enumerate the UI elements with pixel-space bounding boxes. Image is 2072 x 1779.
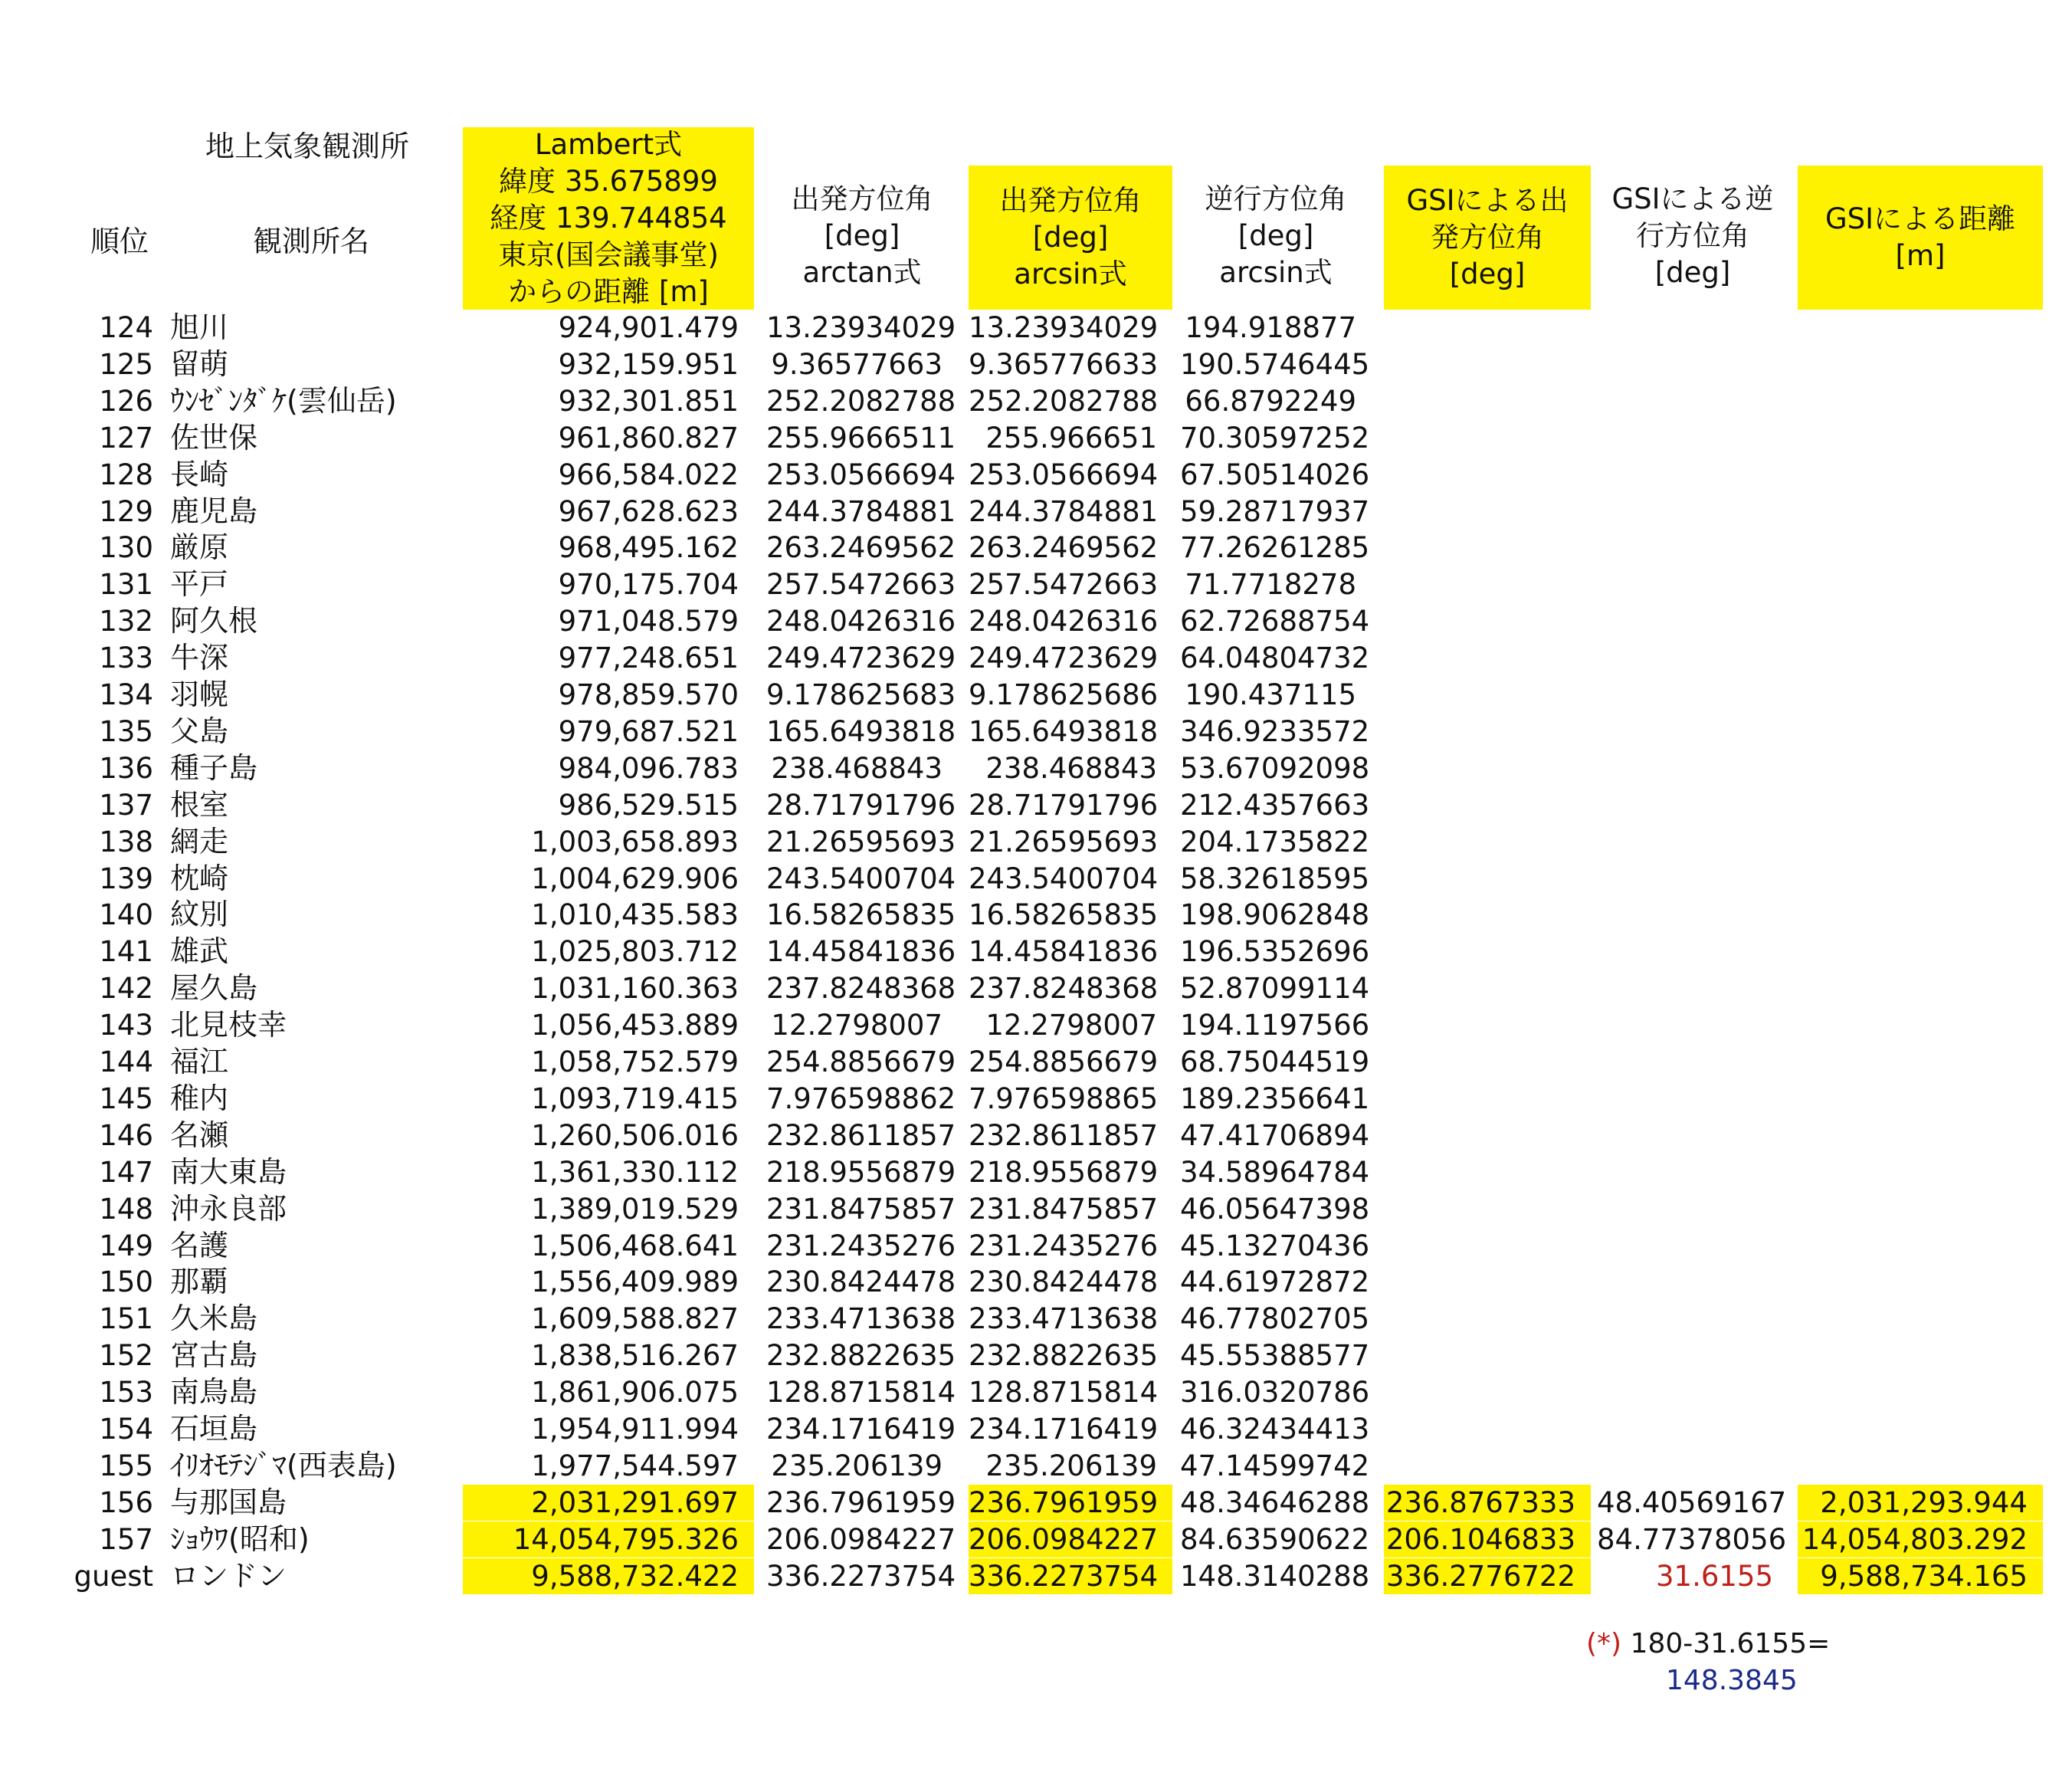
gsi-dist-header-line2: [m] bbox=[1895, 239, 1946, 272]
station-name-cell: 旭川 bbox=[170, 310, 229, 344]
rank-cell: 137 bbox=[99, 788, 153, 822]
azimuth-arcsin-cell: 21.26595693 bbox=[969, 825, 1159, 858]
lambert-distance-cell: 932,159.951 bbox=[558, 347, 739, 381]
reverse-azimuth-cell: 71.7718278 bbox=[1185, 568, 1356, 602]
azimuth-arcsin-cell: 9.365776633 bbox=[969, 347, 1159, 381]
rank-cell: 130 bbox=[99, 531, 153, 565]
azimuth-arctan-cell: 9.36577663 bbox=[771, 347, 943, 381]
lambert-distance-cell: 924,901.479 bbox=[558, 311, 739, 344]
station-name-cell: 宮古島 bbox=[170, 1338, 258, 1373]
rank-cell: guest bbox=[74, 1559, 153, 1593]
lambert-distance-cell: 966,584.022 bbox=[558, 458, 739, 491]
gsi-az-header-line2: 発方位角 bbox=[1431, 221, 1544, 254]
azimuth-arcsin-cell: 14.45841836 bbox=[969, 935, 1159, 969]
azimuth-arctan-cell: 237.8248368 bbox=[766, 972, 956, 1006]
azimuth-arcsin-cell: 243.5400704 bbox=[969, 862, 1159, 895]
rank-cell: 148 bbox=[99, 1192, 153, 1226]
gsi-azimuth-cell: 336.2776722 bbox=[1384, 1558, 1591, 1594]
reverse-azimuth-cell: 198.9062848 bbox=[1180, 898, 1370, 932]
lambert-distance-cell: 9,588,732.422 bbox=[463, 1558, 754, 1594]
reverse-azimuth-cell: 46.05647398 bbox=[1180, 1192, 1370, 1226]
lambert-distance-cell: 970,175.704 bbox=[558, 568, 739, 602]
lambert-header-line2: 緯度 35.675899 bbox=[499, 165, 718, 198]
azimuth-arcsin-header bbox=[969, 166, 1172, 310]
station-name-cell: 鹿児島 bbox=[170, 494, 258, 528]
azimuth-arcsin-cell: 206.0984227 bbox=[969, 1521, 1172, 1557]
rank-cell: 131 bbox=[99, 568, 153, 602]
station-name-cell: 根室 bbox=[170, 787, 229, 822]
rank-cell: 134 bbox=[99, 678, 153, 711]
azimuth-arctan-cell: 254.8856679 bbox=[766, 1045, 956, 1078]
rank-cell: 126 bbox=[99, 384, 153, 418]
azimuth-arctan-cell: 255.9666511 bbox=[766, 421, 956, 455]
station-name-cell: 北見枝幸 bbox=[170, 1008, 287, 1042]
gsi-rev-header-line1: GSIによる逆 bbox=[1611, 182, 1774, 215]
gsi-reverse-azimuth-cell: 48.40569167 bbox=[1597, 1485, 1787, 1519]
lambert-distance-cell: 977,248.651 bbox=[558, 642, 739, 675]
rank-cell: 154 bbox=[99, 1413, 153, 1446]
reverse-header-line1: 逆行方位角 bbox=[1205, 182, 1347, 215]
lambert-distance-cell: 1,977,544.597 bbox=[531, 1449, 739, 1482]
lambert-distance-cell: 1,954,911.994 bbox=[531, 1413, 739, 1446]
lambert-distance-cell: 967,628.623 bbox=[558, 494, 739, 528]
station-name-cell: 雄武 bbox=[170, 934, 229, 969]
azimuth-arcsin-cell: 231.8475857 bbox=[969, 1192, 1159, 1226]
gsi-reverse-azimuth-cell: 31.6155 bbox=[1655, 1559, 1773, 1593]
station-name-cell: 牛深 bbox=[170, 641, 229, 675]
azimuth-arctan-cell: 243.5400704 bbox=[766, 862, 956, 895]
arctan-header-line3: arctan式 bbox=[802, 256, 922, 289]
station-name-cell: 名護 bbox=[170, 1228, 229, 1262]
reverse-azimuth-cell: 212.4357663 bbox=[1180, 788, 1370, 822]
azimuth-arctan-cell: 9.178625683 bbox=[766, 678, 956, 711]
reverse-azimuth-cell: 66.8792249 bbox=[1185, 384, 1356, 418]
azimuth-arctan-cell: 238.468843 bbox=[771, 751, 943, 785]
azimuth-arcsin-cell: 12.2798007 bbox=[985, 1009, 1157, 1042]
reverse-azimuth-cell: 64.04804732 bbox=[1180, 642, 1370, 675]
rank-cell: 152 bbox=[99, 1339, 153, 1373]
rank-cell: 129 bbox=[99, 494, 153, 528]
gsi-azimuth-header bbox=[1384, 166, 1591, 310]
azimuth-arcsin-cell: 234.1716419 bbox=[969, 1413, 1159, 1446]
reverse-azimuth-cell: 48.34646288 bbox=[1180, 1485, 1370, 1519]
reverse-azimuth-header bbox=[1180, 178, 1372, 294]
station-name-cell: 留萌 bbox=[170, 346, 229, 381]
azimuth-arcsin-cell: 336.2273754 bbox=[969, 1558, 1172, 1594]
station-name-cell: 福江 bbox=[170, 1045, 229, 1078]
reverse-azimuth-cell: 53.67092098 bbox=[1180, 751, 1370, 785]
rank-cell: 144 bbox=[99, 1045, 153, 1078]
azimuth-arctan-cell: 16.58265835 bbox=[766, 898, 956, 932]
reverse-azimuth-cell: 52.87099114 bbox=[1180, 972, 1370, 1006]
station-name-cell: 網走 bbox=[170, 824, 229, 858]
gsi-distance-cell: 2,031,293.944 bbox=[1798, 1485, 2043, 1521]
azimuth-arcsin-cell: 9.178625686 bbox=[969, 678, 1159, 711]
azimuth-arcsin-cell: 218.9556879 bbox=[969, 1155, 1159, 1189]
azimuth-arctan-cell: 234.1716419 bbox=[766, 1413, 956, 1446]
azimuth-arctan-cell: 336.2273754 bbox=[766, 1559, 956, 1593]
rank-cell: 128 bbox=[99, 458, 153, 491]
azimuth-arctan-cell: 257.5472663 bbox=[766, 568, 956, 602]
azimuth-arctan-cell: 233.4713638 bbox=[766, 1302, 956, 1336]
gsi-distance-header bbox=[1798, 166, 2043, 310]
station-name-cell: 沖永良部 bbox=[170, 1191, 287, 1226]
station-name-cell: 紋別 bbox=[170, 898, 229, 932]
rank-cell: 127 bbox=[99, 421, 153, 455]
reverse-azimuth-cell: 190.437115 bbox=[1185, 678, 1356, 711]
station-name-cell: 石垣島 bbox=[170, 1412, 258, 1446]
station-name-cell: 種子島 bbox=[170, 750, 258, 785]
station-name-cell: 阿久根 bbox=[170, 604, 258, 638]
station-name-cell: 羽幌 bbox=[170, 678, 229, 711]
lambert-distance-cell: 1,056,453.889 bbox=[531, 1009, 739, 1042]
station-name-cell: 佐世保 bbox=[170, 420, 258, 455]
station-name-cell: ｼｮｳﾜ(昭和) bbox=[170, 1521, 310, 1556]
rank-header: 順位 bbox=[90, 225, 149, 258]
rank-cell: 141 bbox=[99, 935, 153, 969]
rank-cell: 146 bbox=[99, 1118, 153, 1152]
azimuth-arctan-cell: 165.6493818 bbox=[766, 714, 956, 748]
azimuth-arcsin-cell: 238.468843 bbox=[985, 751, 1157, 785]
reverse-azimuth-cell: 70.30597252 bbox=[1180, 421, 1370, 455]
lambert-distance-cell: 1,010,435.583 bbox=[531, 898, 739, 932]
reverse-azimuth-cell: 196.5352696 bbox=[1180, 935, 1370, 969]
azimuth-arcsin-cell: 233.4713638 bbox=[969, 1302, 1159, 1336]
azimuth-arctan-cell: 248.0426316 bbox=[766, 605, 956, 638]
station-name-cell: 南大東島 bbox=[170, 1154, 287, 1189]
gsi-rev-header-line2: 行方位角 bbox=[1636, 219, 1749, 252]
lambert-distance-cell: 968,495.162 bbox=[558, 531, 739, 565]
azimuth-arcsin-cell: 165.6493818 bbox=[969, 714, 1159, 748]
azimuth-arctan-cell: 253.0566694 bbox=[766, 458, 956, 491]
azimuth-arctan-cell: 230.8424478 bbox=[766, 1265, 956, 1299]
azimuth-arcsin-cell: 255.966651 bbox=[985, 421, 1157, 455]
reverse-azimuth-cell: 47.14599742 bbox=[1180, 1449, 1370, 1482]
azimuth-arcsin-cell: 13.23934029 bbox=[969, 311, 1159, 344]
azimuth-arcsin-cell: 244.3784881 bbox=[969, 494, 1159, 528]
rank-cell: 157 bbox=[99, 1522, 153, 1556]
arcsin-header-line1: 出発方位角 bbox=[999, 184, 1142, 217]
station-header: 観測所名 bbox=[253, 225, 370, 258]
azimuth-arctan-cell: 7.976598862 bbox=[766, 1082, 956, 1115]
station-name-cell: 長崎 bbox=[170, 457, 229, 491]
station-name-cell: 平戸 bbox=[170, 567, 229, 602]
lambert-distance-cell: 978,859.570 bbox=[558, 678, 739, 711]
azimuth-arcsin-cell: 257.5472663 bbox=[969, 568, 1159, 602]
reverse-azimuth-cell: 194.918877 bbox=[1185, 311, 1356, 344]
azimuth-arcsin-cell: 249.4723629 bbox=[969, 642, 1159, 675]
station-name-cell: 枕崎 bbox=[170, 861, 229, 895]
azimuth-arctan-cell: 13.23934029 bbox=[766, 311, 956, 344]
lambert-distance-cell: 1,058,752.579 bbox=[531, 1045, 739, 1078]
rank-cell: 150 bbox=[99, 1265, 153, 1299]
azimuth-arctan-cell: 14.45841836 bbox=[766, 935, 956, 969]
lambert-distance-cell: 979,687.521 bbox=[558, 714, 739, 748]
azimuth-arctan-cell: 206.0984227 bbox=[766, 1522, 956, 1556]
azimuth-arctan-cell: 263.2469562 bbox=[766, 531, 956, 565]
azimuth-arctan-cell: 12.2798007 bbox=[771, 1009, 943, 1042]
reverse-azimuth-cell: 45.55388577 bbox=[1180, 1339, 1370, 1373]
azimuth-arctan-cell: 218.9556879 bbox=[766, 1155, 956, 1189]
azimuth-arcsin-cell: 236.7961959 bbox=[969, 1485, 1172, 1521]
group-title: 地上気象観測所 bbox=[205, 130, 410, 163]
reverse-azimuth-cell: 34.58964784 bbox=[1180, 1155, 1370, 1189]
station-name-cell: 久米島 bbox=[170, 1301, 258, 1336]
azimuth-arctan-cell: 231.2435276 bbox=[766, 1229, 956, 1262]
azimuth-arctan-cell: 28.71791796 bbox=[766, 788, 956, 822]
reverse-azimuth-cell: 148.3140288 bbox=[1180, 1559, 1370, 1593]
lambert-distance-cell: 1,025,803.712 bbox=[531, 935, 739, 969]
lambert-distance-cell: 1,861,906.075 bbox=[531, 1376, 739, 1410]
azimuth-arcsin-cell: 230.8424478 bbox=[969, 1265, 1159, 1299]
reverse-azimuth-cell: 59.28717937 bbox=[1180, 494, 1370, 528]
station-name-cell: 屋久島 bbox=[170, 971, 258, 1006]
azimuth-arctan-cell: 128.8715814 bbox=[766, 1376, 956, 1410]
rank-cell: 132 bbox=[99, 605, 153, 638]
gsi-az-header-line1: GSIによる出 bbox=[1406, 184, 1569, 217]
arctan-header-line2: [deg] bbox=[824, 219, 900, 252]
lambert-distance-cell: 1,838,516.267 bbox=[531, 1339, 739, 1373]
rank-cell: 135 bbox=[99, 714, 153, 748]
rank-cell: 147 bbox=[99, 1155, 153, 1189]
station-name-cell: 稚内 bbox=[170, 1081, 229, 1115]
azimuth-arcsin-cell: 16.58265835 bbox=[969, 898, 1159, 932]
rank-cell: 143 bbox=[99, 1009, 153, 1042]
station-name-cell: 名瀬 bbox=[170, 1118, 229, 1152]
reverse-header-line3: arcsin式 bbox=[1219, 256, 1333, 289]
azimuth-arcsin-cell: 232.8822635 bbox=[969, 1339, 1159, 1373]
footnote-result: 148.3845 bbox=[1666, 1665, 1798, 1696]
lambert-distance-cell: 1,003,658.893 bbox=[531, 825, 739, 858]
reverse-azimuth-cell: 58.32618595 bbox=[1180, 862, 1370, 895]
rank-cell: 153 bbox=[99, 1376, 153, 1410]
lambert-distance-cell: 1,004,629.906 bbox=[531, 862, 739, 895]
lambert-distance-cell: 1,093,719.415 bbox=[531, 1082, 739, 1115]
station-name-cell: 父島 bbox=[170, 714, 229, 748]
gsi-reverse-azimuth-cell: 84.77378056 bbox=[1597, 1522, 1787, 1556]
azimuth-arctan-cell: 252.2082788 bbox=[766, 384, 956, 418]
azimuth-arctan-cell: 232.8822635 bbox=[766, 1339, 956, 1373]
lambert-distance-cell: 1,389,019.529 bbox=[531, 1192, 739, 1226]
rank-cell: 142 bbox=[99, 972, 153, 1006]
reverse-azimuth-cell: 45.13270436 bbox=[1180, 1229, 1370, 1262]
lambert-distance-cell: 1,556,409.989 bbox=[531, 1265, 739, 1299]
gsi-reverse-header bbox=[1597, 178, 1788, 294]
azimuth-arctan-cell: 244.3784881 bbox=[766, 494, 956, 528]
gsi-azimuth-cell: 236.8767333 bbox=[1384, 1485, 1591, 1521]
rank-cell: 125 bbox=[99, 347, 153, 381]
lambert-distance-cell: 1,361,330.112 bbox=[531, 1155, 739, 1189]
reverse-azimuth-cell: 67.50514026 bbox=[1180, 458, 1370, 491]
reverse-azimuth-cell: 44.61972872 bbox=[1180, 1265, 1370, 1299]
lambert-distance-cell: 961,860.827 bbox=[558, 421, 739, 455]
reverse-azimuth-cell: 346.9233572 bbox=[1180, 714, 1370, 748]
station-name-cell: 与那国島 bbox=[170, 1485, 287, 1519]
reverse-azimuth-cell: 77.26261285 bbox=[1180, 531, 1370, 565]
lambert-distance-cell: 932,301.851 bbox=[558, 384, 739, 418]
lambert-header-line3: 経度 139.744854 bbox=[490, 202, 727, 235]
azimuth-arctan-cell: 236.7961959 bbox=[766, 1485, 956, 1519]
azimuth-arcsin-cell: 7.976598865 bbox=[969, 1082, 1159, 1115]
azimuth-arctan-cell: 232.8611857 bbox=[766, 1118, 956, 1152]
rank-cell: 145 bbox=[99, 1082, 153, 1115]
lambert-header-line5: からの距離 [m] bbox=[508, 275, 709, 308]
gsi-distance-cell: 9,588,734.165 bbox=[1798, 1558, 2043, 1594]
lambert-header-line4: 東京(国会議事堂) bbox=[498, 238, 719, 271]
azimuth-arcsin-cell: 248.0426316 bbox=[969, 605, 1159, 638]
azimuth-arcsin-cell: 235.206139 bbox=[985, 1449, 1157, 1482]
reverse-azimuth-cell: 194.1197566 bbox=[1180, 1009, 1370, 1042]
lambert-distance-cell: 984,096.783 bbox=[558, 751, 739, 785]
gsi-rev-header-line3: [deg] bbox=[1654, 256, 1731, 289]
rank-cell: 149 bbox=[99, 1229, 153, 1262]
azimuth-arcsin-cell: 254.8856679 bbox=[969, 1045, 1159, 1078]
azimuth-arcsin-cell: 232.8611857 bbox=[969, 1118, 1159, 1152]
footnote-formula bbox=[1586, 1628, 1830, 1659]
reverse-azimuth-cell: 68.75044519 bbox=[1180, 1045, 1370, 1078]
lambert-header-line1: Lambert式 bbox=[534, 128, 683, 161]
azimuth-arcsin-cell: 231.2435276 bbox=[969, 1229, 1159, 1262]
lambert-distance-cell: 1,260,506.016 bbox=[531, 1118, 739, 1152]
lambert-distance-header bbox=[463, 127, 754, 310]
station-name-cell: 那覇 bbox=[170, 1265, 229, 1299]
arcsin-header-line2: [deg] bbox=[1032, 221, 1109, 254]
azimuth-arctan-cell: 21.26595693 bbox=[766, 825, 956, 858]
reverse-azimuth-cell: 316.0320786 bbox=[1180, 1376, 1370, 1410]
gsi-azimuth-cell: 206.1046833 bbox=[1384, 1521, 1591, 1557]
station-name-cell: 南鳥島 bbox=[170, 1375, 258, 1410]
reverse-azimuth-cell: 62.72688754 bbox=[1180, 605, 1370, 638]
lambert-distance-cell: 1,506,468.641 bbox=[531, 1229, 739, 1262]
azimuth-arctan-cell: 231.8475857 bbox=[766, 1192, 956, 1226]
footnote-mark: (*) bbox=[1586, 1628, 1622, 1659]
lambert-distance-cell: 986,529.515 bbox=[558, 788, 739, 822]
azimuth-arctan-cell: 249.4723629 bbox=[766, 642, 956, 675]
rank-cell: 156 bbox=[99, 1485, 153, 1519]
rank-cell: 124 bbox=[99, 311, 153, 344]
reverse-azimuth-cell: 46.32434413 bbox=[1180, 1413, 1370, 1446]
azimuth-arcsin-cell: 252.2082788 bbox=[969, 384, 1159, 418]
reverse-header-line2: [deg] bbox=[1238, 219, 1314, 252]
reverse-azimuth-cell: 204.1735822 bbox=[1180, 825, 1370, 858]
station-name-cell: ｲﾘｵﾓﾃｼﾞﾏ(西表島) bbox=[170, 1448, 397, 1482]
arcsin-header-line3: arcsin式 bbox=[1014, 258, 1127, 290]
lambert-distance-cell: 971,048.579 bbox=[558, 605, 739, 638]
rank-cell: 138 bbox=[99, 825, 153, 858]
rank-cell: 136 bbox=[99, 751, 153, 785]
footnote-expression: 180-31.6155= bbox=[1621, 1628, 1831, 1659]
lambert-distance-cell: 1,609,588.827 bbox=[531, 1302, 739, 1336]
gsi-dist-header-line1: GSIによる距離 bbox=[1824, 202, 2016, 235]
reverse-azimuth-cell: 190.5746445 bbox=[1180, 347, 1370, 381]
rank-cell: 151 bbox=[99, 1302, 153, 1336]
lambert-distance-cell: 1,031,160.363 bbox=[531, 972, 739, 1006]
gsi-distance-cell: 14,054,803.292 bbox=[1798, 1521, 2043, 1557]
arctan-header-line1: 出発方位角 bbox=[791, 182, 933, 215]
azimuth-arctan-header bbox=[766, 178, 958, 294]
lambert-distance-cell: 14,054,795.326 bbox=[463, 1521, 754, 1557]
azimuth-arcsin-cell: 28.71791796 bbox=[969, 788, 1159, 822]
azimuth-arctan-cell: 235.206139 bbox=[771, 1449, 943, 1482]
station-name-cell: ｳﾝｾﾞﾝﾀﾞｹ(雲仙岳) bbox=[170, 383, 397, 418]
reverse-azimuth-cell: 47.41706894 bbox=[1180, 1118, 1370, 1152]
azimuth-arcsin-cell: 253.0566694 bbox=[969, 458, 1159, 491]
lambert-distance-cell: 2,031,291.697 bbox=[463, 1485, 754, 1521]
reverse-azimuth-cell: 189.2356641 bbox=[1180, 1082, 1370, 1115]
rank-cell: 139 bbox=[99, 862, 153, 895]
azimuth-arcsin-cell: 263.2469562 bbox=[969, 531, 1159, 565]
station-name-cell: ロンドン bbox=[170, 1558, 287, 1593]
gsi-az-header-line3: [deg] bbox=[1449, 258, 1526, 290]
reverse-azimuth-cell: 46.77802705 bbox=[1180, 1302, 1370, 1336]
station-name-cell: 厳原 bbox=[170, 530, 229, 565]
azimuth-arcsin-cell: 128.8715814 bbox=[969, 1376, 1159, 1410]
reverse-azimuth-cell: 84.63590622 bbox=[1180, 1522, 1370, 1556]
rank-cell: 155 bbox=[99, 1449, 153, 1482]
azimuth-arcsin-cell: 237.8248368 bbox=[969, 972, 1159, 1006]
rank-cell: 140 bbox=[99, 898, 153, 932]
rank-cell: 133 bbox=[99, 642, 153, 675]
